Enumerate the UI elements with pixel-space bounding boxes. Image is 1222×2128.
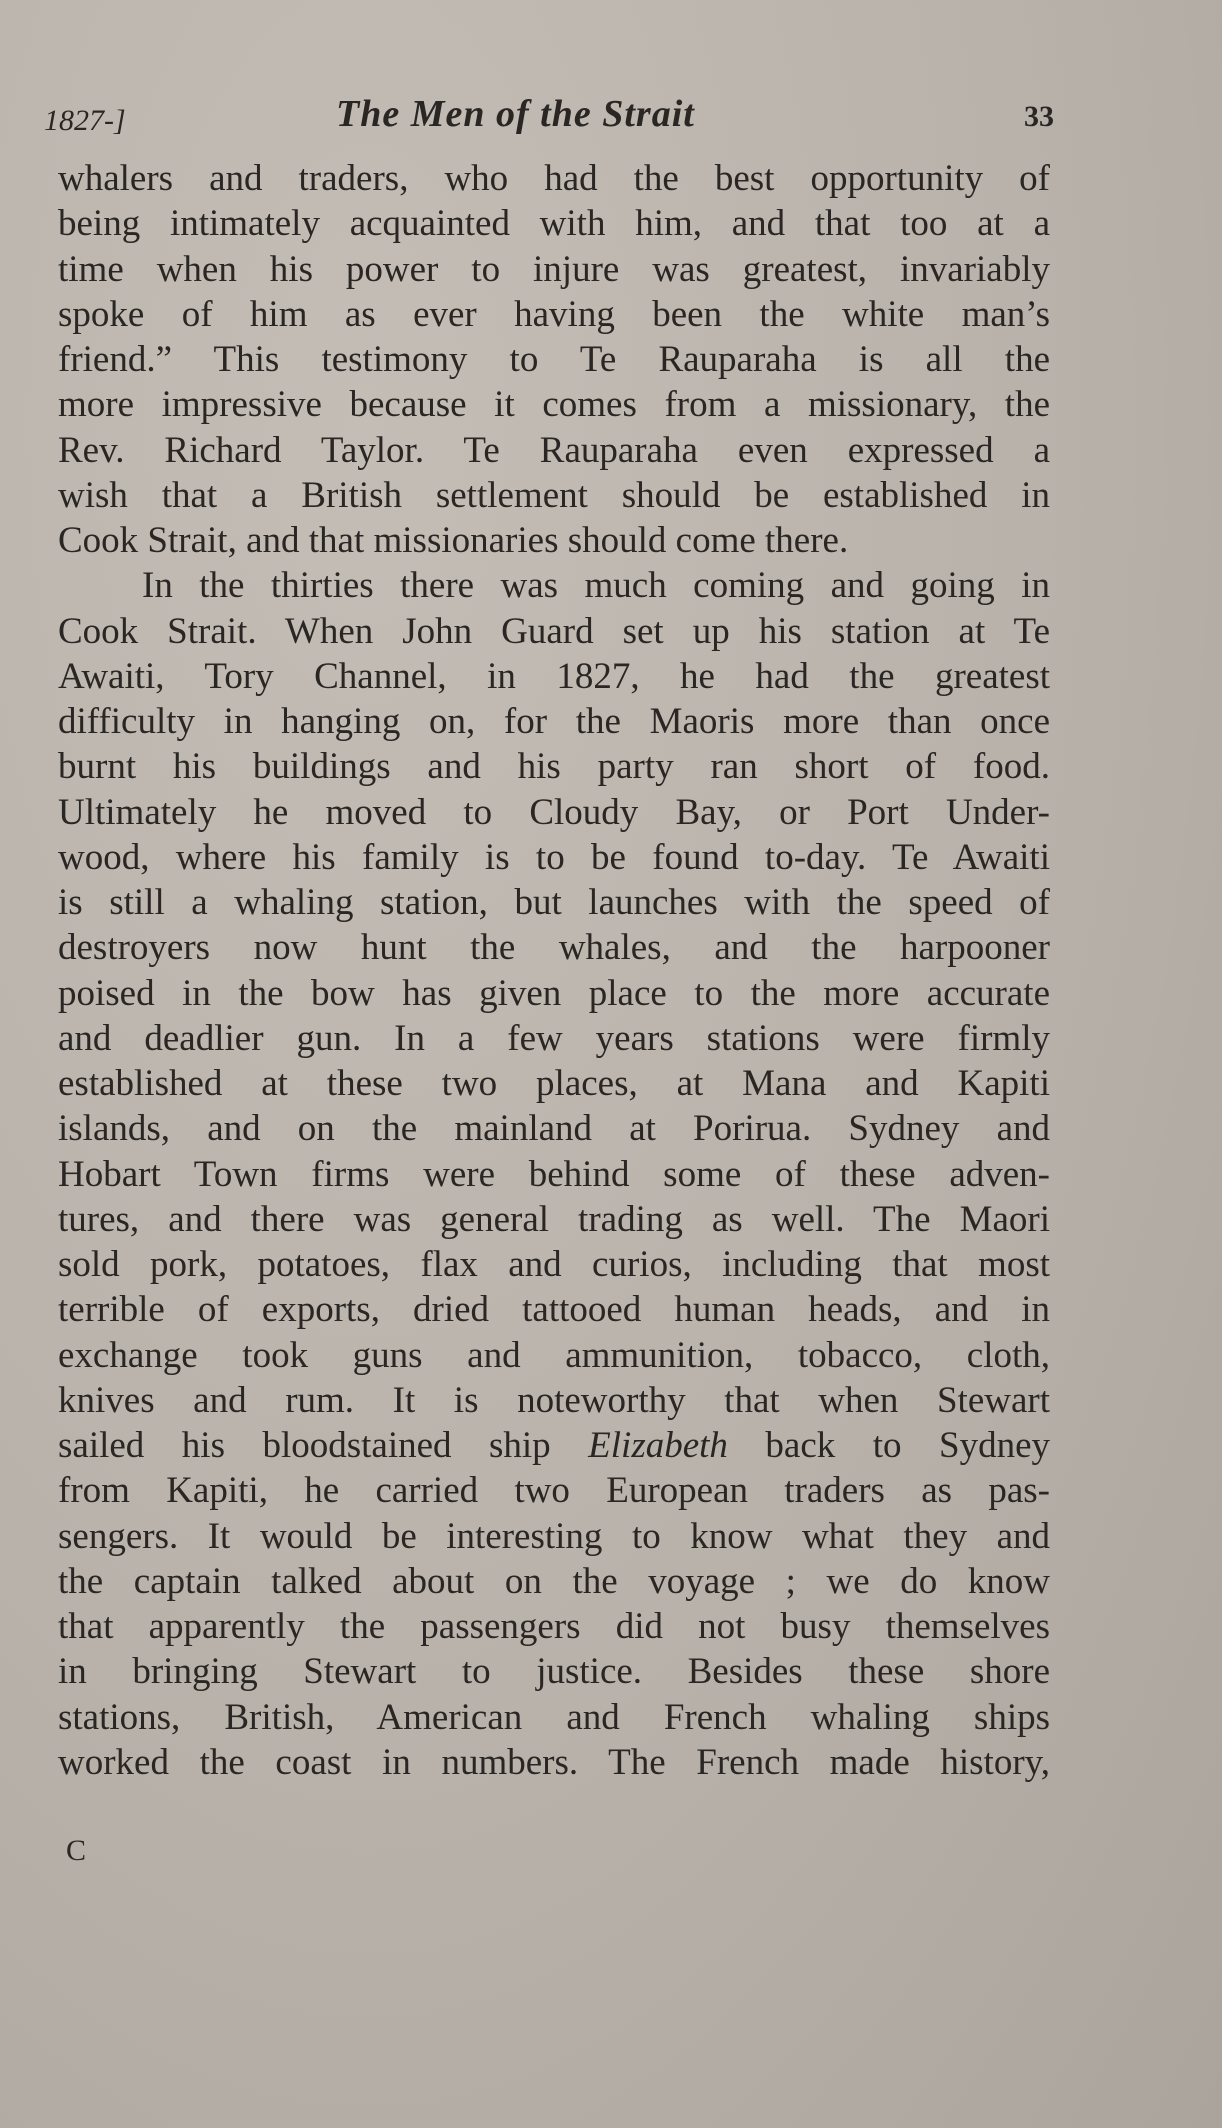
text-line: Ultimately he moved to Cloudy Bay, or Port Under-: [58, 791, 1050, 833]
text-line: burnt his buildings and his party ran short of food.: [58, 746, 1050, 788]
text-line: sold pork, potatoes, flax and curios, including that most: [58, 1244, 1050, 1285]
text-line-with-ship-name: [58, 1423, 1050, 1468]
text-line: Rev. Richard Taylor. Te Rauparaha even expressed a: [58, 429, 1050, 471]
text-line: is still a whaling station, but launches with the speed of: [58, 882, 1050, 923]
text-line: islands, and on the mainland at Porirua. Sydney and: [58, 1108, 1050, 1150]
text-line: Awaiti, Tory Channel, in 1827, he had the greatest: [58, 655, 1050, 697]
text-line: exchange took guns and ammunition, tobacco, cloth,: [58, 1334, 1050, 1376]
text-line: Hobart Town firms were behind some of these adven-: [58, 1153, 1050, 1195]
text-line: stations, British, American and French whaling ships: [58, 1696, 1050, 1738]
text-line: knives and rum. It is noteworthy that when Stewart: [58, 1379, 1050, 1421]
text-line: whalers and traders, who had the best opportunity of: [58, 158, 1050, 199]
text-line: spoke of him as ever having been the white man’s: [58, 293, 1050, 335]
paragraph-start-line: In the thirties there was much coming and going in: [142, 565, 1050, 607]
text-line: wood, where his family is to be found to-day. Te Awaiti: [58, 836, 1050, 878]
text-line: more impressive because it comes from a missionary, the: [58, 384, 1050, 426]
text-line: the captain talked about on the voyage ; we do know: [58, 1560, 1050, 1602]
text-line: terrible of exports, dried tattooed human heads, and in: [58, 1289, 1050, 1331]
page-header: [44, 86, 1054, 136]
text-line: Cook Strait. When John Guard set up his station at Te: [58, 610, 1050, 652]
text-line: being intimately acquainted with him, and that too at a: [58, 203, 1050, 245]
text-line: destroyers now hunt the whales, and the harpooner: [58, 927, 1050, 969]
text-line: friend.” This testimony to Te Rauparaha is all the: [58, 339, 1050, 380]
text-line: poised in the bow has given place to the more accurate: [58, 972, 1050, 1014]
text-segment: back to Sydney: [727, 1425, 1051, 1466]
text-line: from Kapiti, he carried two European traders as pas-: [58, 1470, 1050, 1512]
signature-mark: C: [66, 1834, 87, 1867]
ship-name: Elizabeth: [588, 1425, 728, 1466]
body-text: [58, 156, 1050, 1785]
text-line: established at these two places, at Mana and Kapiti: [58, 1063, 1050, 1104]
text-line: tures, and there was general trading as well. The Maori: [58, 1198, 1050, 1240]
text-line: and deadlier gun. In a few years stations were firmly: [58, 1017, 1050, 1059]
text-line: sengers. It would be interesting to know what they and: [58, 1515, 1050, 1557]
text-line: wish that a British settlement should be established in: [58, 474, 1050, 516]
text-line: that apparently the passengers did not busy themselves: [58, 1606, 1050, 1647]
page-number: 33: [1024, 100, 1054, 133]
paragraph-end-line: Cook Strait, and that missionaries should come there.: [58, 520, 849, 561]
text-line: in bringing Stewart to justice. Besides these shore: [58, 1651, 1050, 1693]
text-segment: sailed his bloodstained ship: [58, 1425, 589, 1466]
text-line: time when his power to injure was greatest, invariably: [58, 248, 1050, 290]
chapter-year-marker: 1827-]: [44, 104, 126, 137]
text-line: difficulty in hanging on, for the Maoris more than once: [58, 701, 1050, 742]
running-title: The Men of the Strait: [336, 93, 695, 135]
text-line: worked the coast in numbers. The French made history,: [58, 1741, 1050, 1783]
